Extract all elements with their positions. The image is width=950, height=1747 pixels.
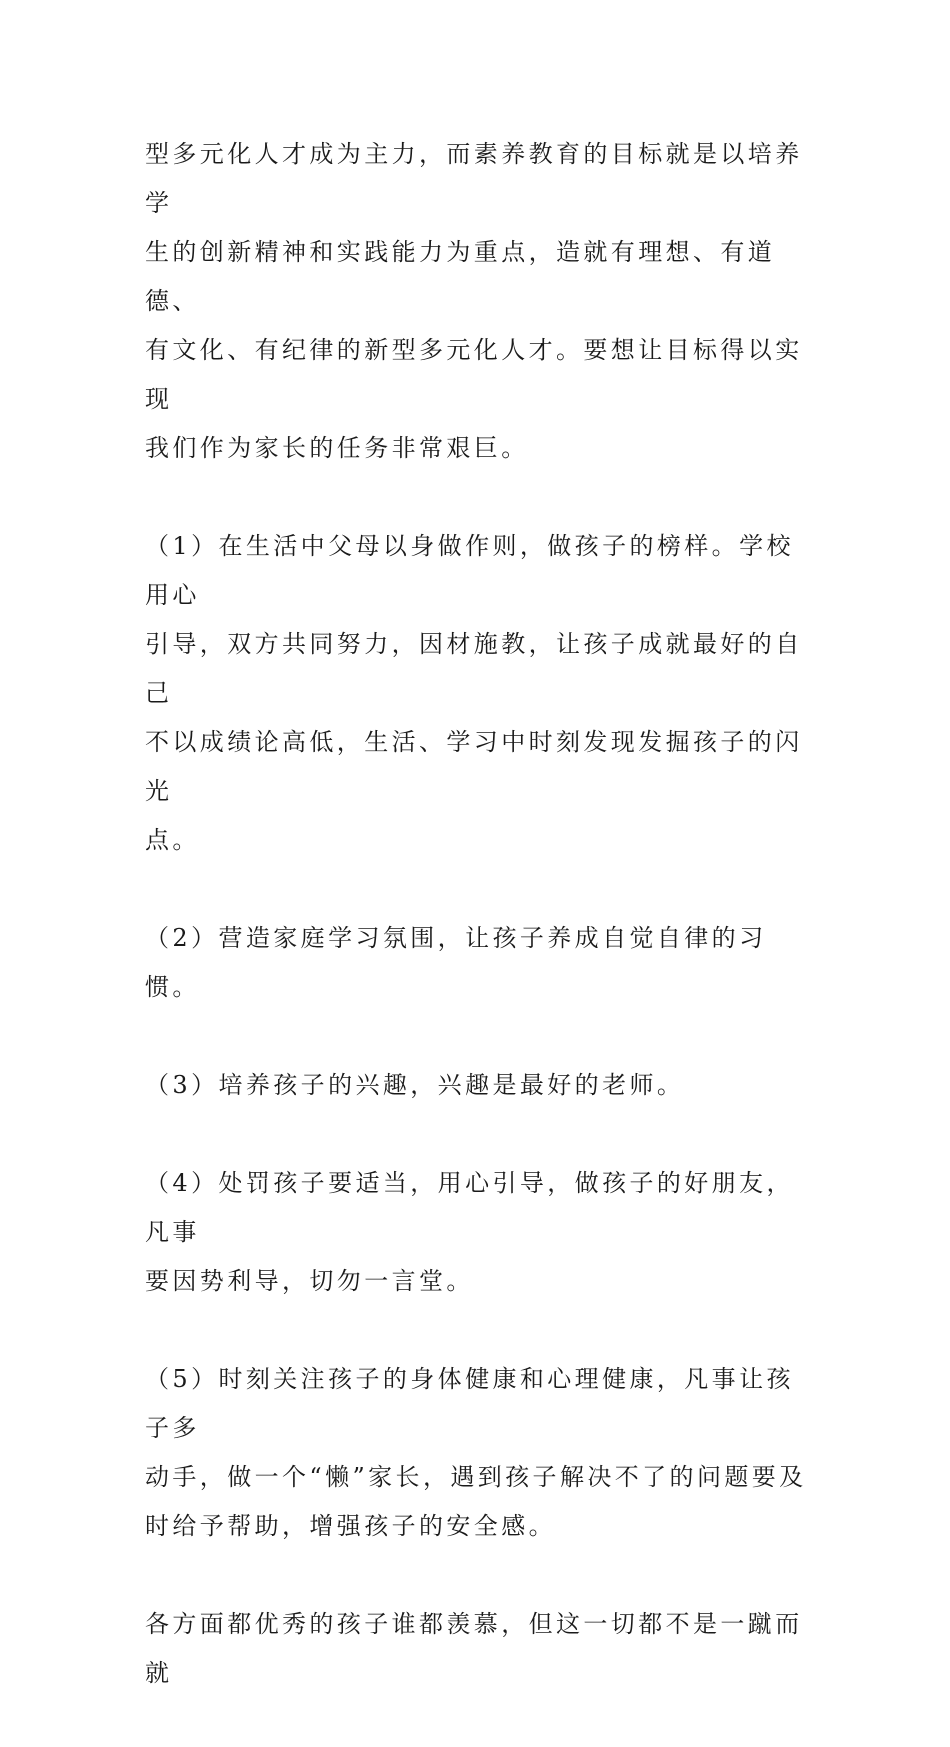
paragraph-point-2: （2）营造家庭学习氛围，让孩子养成自觉自律的习惯。: [145, 924, 767, 1001]
paragraph-point-4: （4）处罚孩子要适当，用心引导，做孩子的好朋友，凡事 要因势利导，切勿一言堂。: [145, 1169, 794, 1295]
paragraph-point-1: （1）在生活中父母以身做作则，做孩子的榜样。学校用心 引导，双方共同努力，因材施教，让孩子成就最好的自己 不以成绩论高低，生活、学习中时刻发现发掘孩子的闪光 点。: [145, 532, 803, 854]
paragraph-point-5: （5）时刻关注孩子的身体健康和心理健康，凡事让孩子多 动手，做一个“懒”家长，遇到孩子解决不了的问题要及 时给予帮助，增强孩子的安全感。: [145, 1365, 807, 1540]
paragraph-intro: 型多元化人才成为主力，而素养教育的目标就是以培养学 生的创新精神和实践能力为重点，造就有理想、有道德、 有文化、有纪律的新型多元化人才。要想让目标得以实现 我们作为家长的任务非常艰巨。: [145, 140, 803, 462]
paragraph-point-3: （3）培养孩子的兴趣，兴趣是最好的老师。: [145, 1071, 685, 1099]
paragraph-closing: 各方面都优秀的孩子谁都羡慕，但这一切都不是一蹴而就: [145, 1610, 803, 1687]
document-body: [145, 130, 810, 1747]
